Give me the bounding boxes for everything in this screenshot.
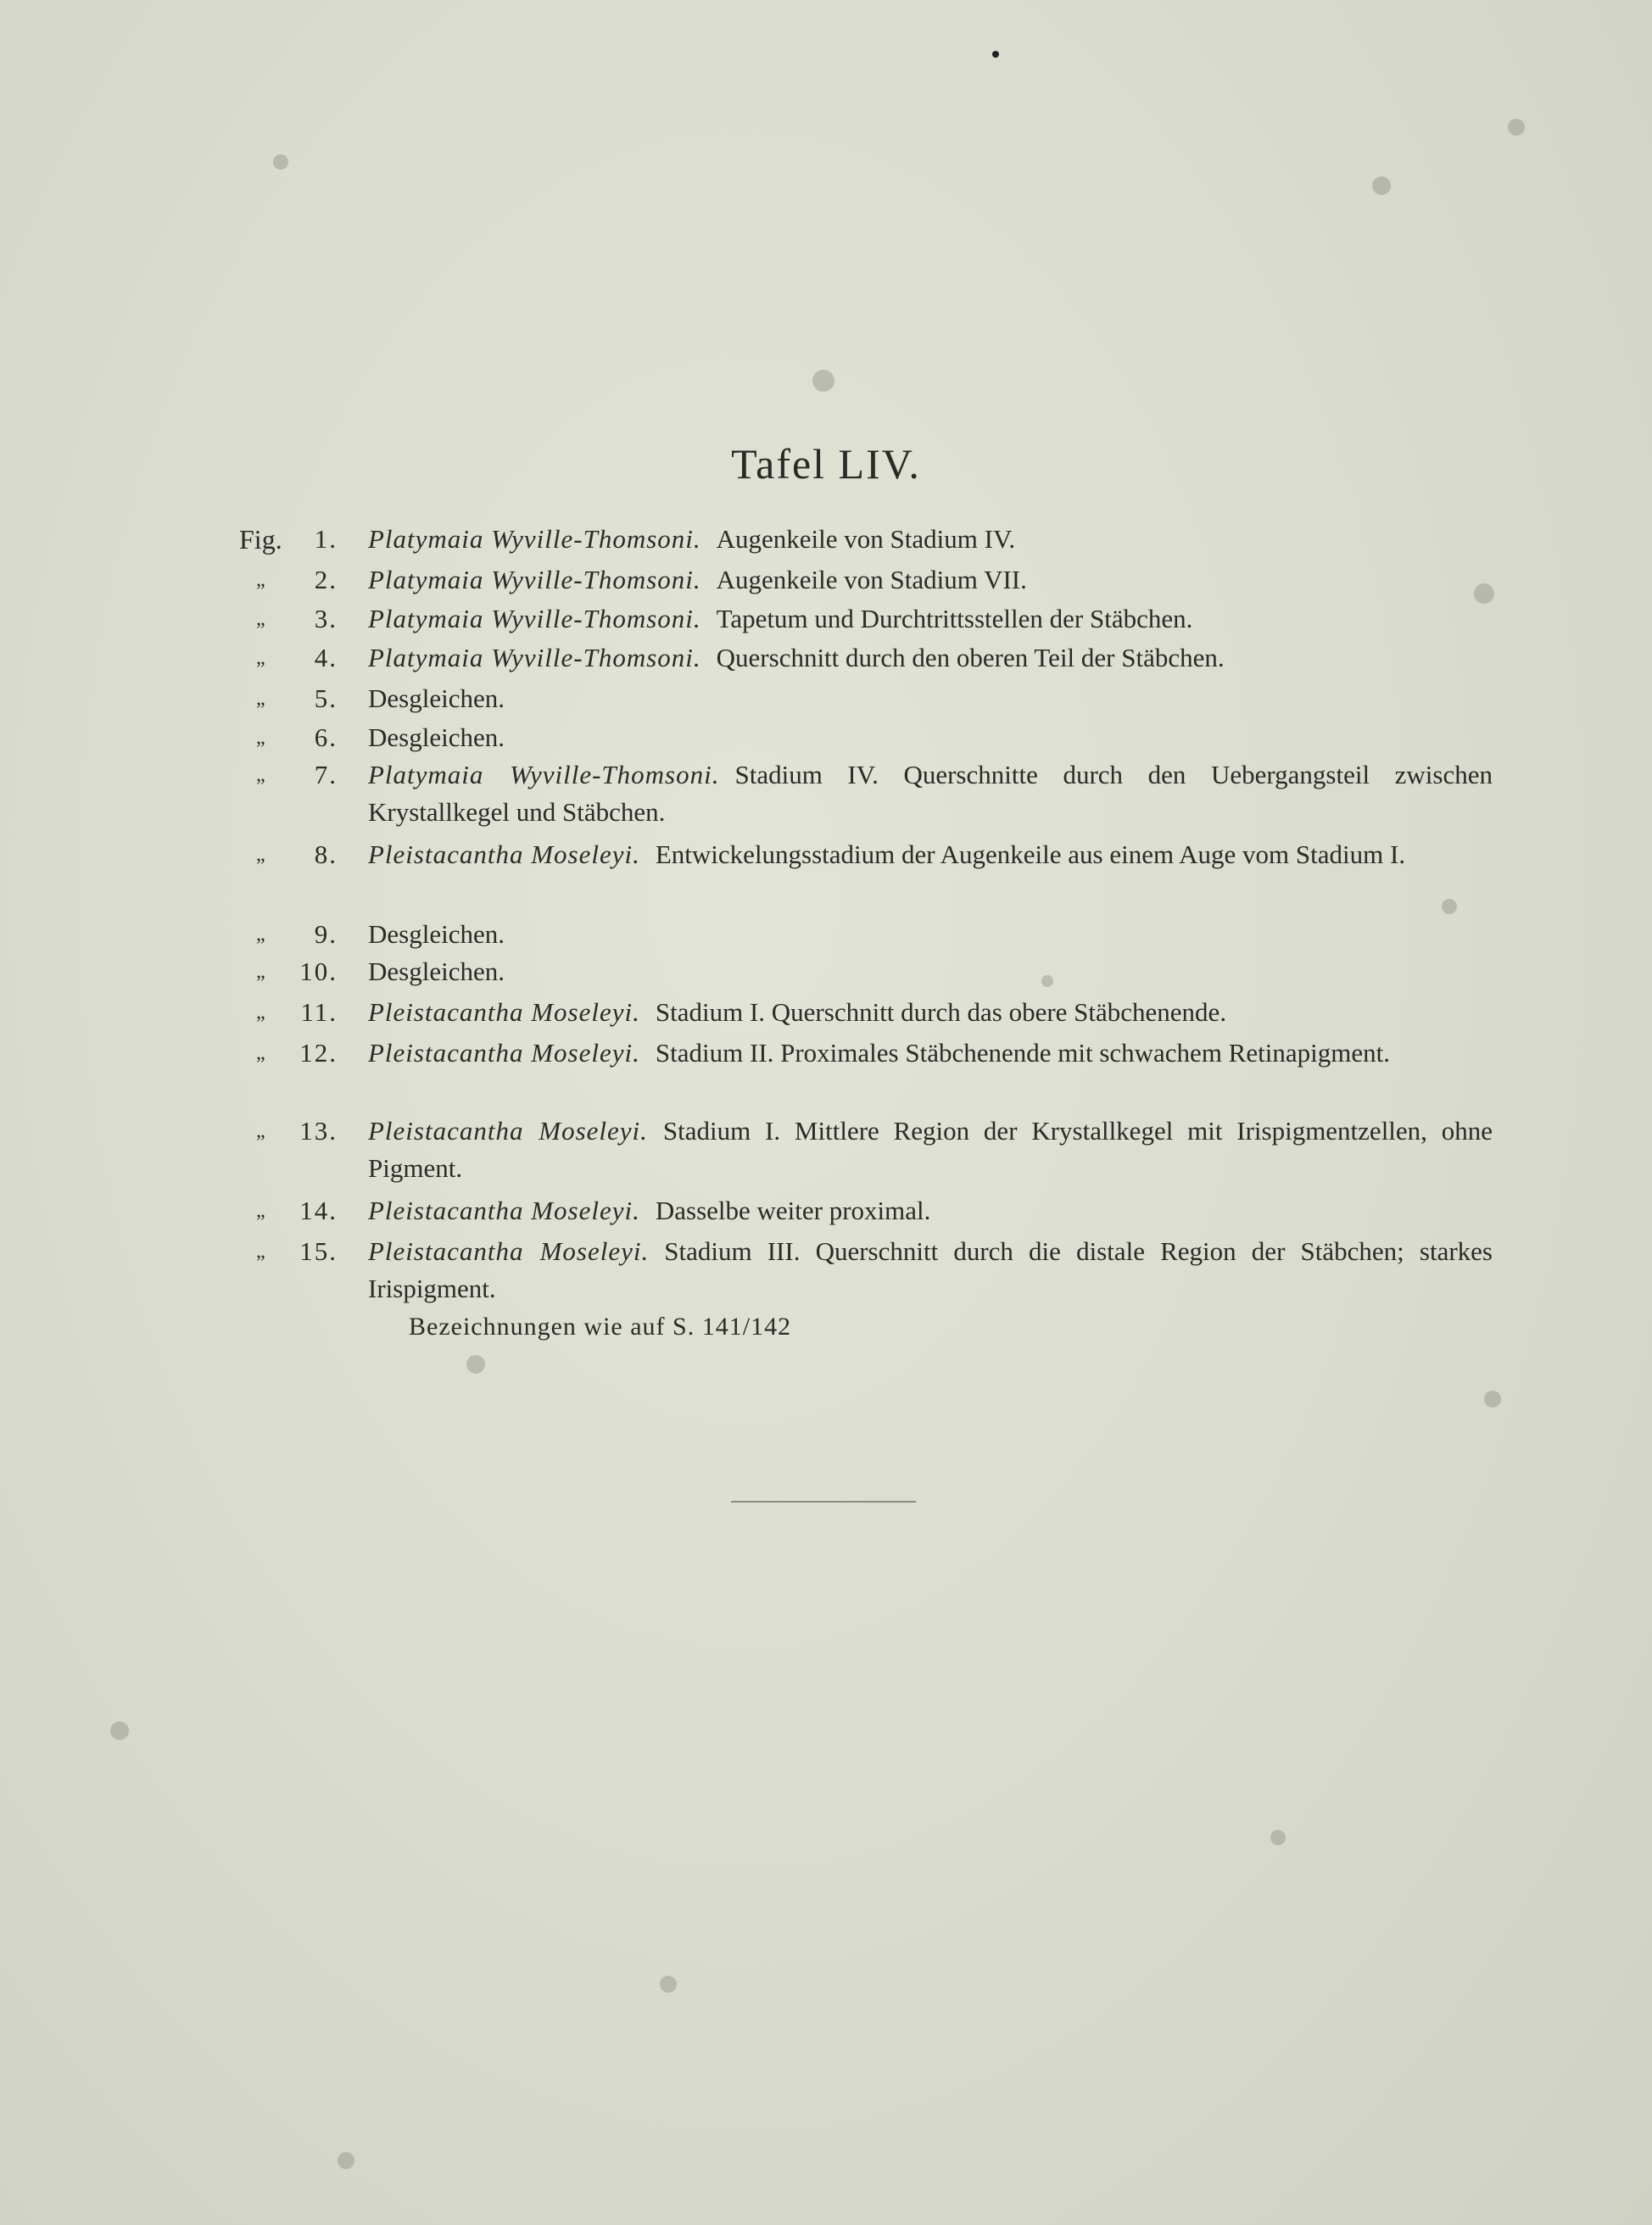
figure-number: 2. [314,565,338,594]
paper-spot [1484,1391,1501,1408]
ditto-mark: „ [256,727,265,749]
ditto-mark: „ [256,688,265,710]
figure-caption: Desgleichen. [368,683,505,713]
ditto-mark: „ [256,1042,265,1064]
species-name: Pleistacantha Moseleyi. [368,1116,648,1146]
paper-spot [1508,119,1525,136]
caption-text: Tapetum und Durchtrittsstellen der Stäbchen. [716,604,1193,633]
caption-text: Stadium II. Proximales Stäbchenende mit schwachem Retinapigment. [655,1038,1390,1068]
species-name: Platymaia Wyville-Thomsoni. [368,643,701,672]
figure-number: 12. [299,1038,338,1068]
figure-caption [368,1233,1493,1308]
figure-caption [368,639,1493,677]
caption-text: Querschnitt durch den oberen Teil der Stäbchen. [716,643,1225,672]
caption-text: Stadium I. Mittlere Region der Krystallkegel mit Irispigmentzellen, ohne Pigment. [368,1116,1493,1183]
species-name: Pleistacantha Moseleyi. [368,1038,640,1068]
fig-label: Fig. [239,524,282,555]
figure-number: 5. [314,683,338,713]
ditto-mark: „ [256,569,265,591]
species-name: Pleistacantha Moseleyi. [368,1196,640,1225]
caption-text: Entwickelungsstadium der Augenkeile aus einem Auge vom Stadium I. [655,839,1406,869]
caption-text: Stadium I. Querschnitt durch das obere Stäbchenende. [655,997,1227,1027]
figure-caption [368,994,1493,1031]
caption-text: Augenkeile von Stadium VII. [716,565,1027,594]
figure-caption: Desgleichen. [368,722,505,752]
plate-title: Tafel LIV. [731,440,921,488]
paper-spot [273,154,288,170]
footnote: Bezeichnungen wie auf S. 141/142 [409,1313,792,1341]
caption-text: Augenkeile von Stadium IV. [716,524,1016,554]
figure-caption [368,600,1493,638]
figure-number: 7. [314,760,338,789]
ink-dot [992,51,999,58]
caption-text: Dasselbe weiter proximal. [655,1196,931,1225]
figure-caption: Desgleichen. [368,919,505,949]
species-name: Pleistacantha Moseleyi. [368,839,640,869]
figure-number: 8. [314,839,338,869]
figure-number: 6. [314,722,338,752]
figure-number: 13. [299,1116,338,1146]
ditto-mark: „ [256,961,265,983]
figure-caption [368,1192,1493,1230]
species-name: Platymaia Wyville-Thomsoni. [368,524,701,554]
paper-spot [812,370,834,392]
figure-number: 11. [300,997,338,1027]
ditto-mark: „ [256,923,265,945]
figure-number: 14. [299,1196,338,1225]
ditto-mark: „ [256,1241,265,1263]
species-name: Pleistacantha Moseleyi. [368,1236,650,1266]
figure-caption [368,756,1493,831]
figure-number: 9. [314,919,338,949]
figure-caption [368,1034,1493,1072]
figure-caption [368,521,1493,558]
figure-caption [368,836,1493,873]
caption-text: Stadium IV. Querschnitte durch den Uebergangsteil zwischen Krystallkegel und Stäbchen. [368,760,1493,827]
caption-text: Stadium III. Querschnitt durch die distale Region der Stäbchen; starkes Irispigment. [368,1236,1493,1303]
figure-number: 1. [314,524,338,554]
species-name: Platymaia Wyville-Thomsoni. [368,565,701,594]
figure-number: 15. [299,1236,338,1266]
paper-spot [1372,176,1391,195]
species-name: Platymaia Wyville-Thomsoni. [368,604,701,633]
figure-number: 4. [314,643,338,672]
ditto-mark: „ [256,1120,265,1142]
paper-spot [338,2152,354,2169]
figure-caption: Desgleichen. [368,956,505,986]
figure-caption [368,1112,1493,1187]
paper-spot [466,1355,485,1374]
ditto-mark: „ [256,1001,265,1023]
divider-rule [731,1501,916,1503]
ditto-mark: „ [256,844,265,866]
paper-spot [1270,1830,1286,1845]
figure-number: 3. [314,604,338,633]
figure-number: 10. [299,956,338,986]
ditto-mark: „ [256,764,265,786]
species-name: Pleistacantha Moseleyi. [368,997,640,1027]
ditto-mark: „ [256,647,265,669]
figure-caption [368,561,1493,599]
species-name: Platymaia Wyville-Thomsoni. [368,760,720,789]
paper-spot [660,1976,677,1993]
ditto-mark: „ [256,608,265,630]
ditto-mark: „ [256,1200,265,1222]
paper-spot [110,1721,129,1740]
paper-spot [1442,899,1457,914]
